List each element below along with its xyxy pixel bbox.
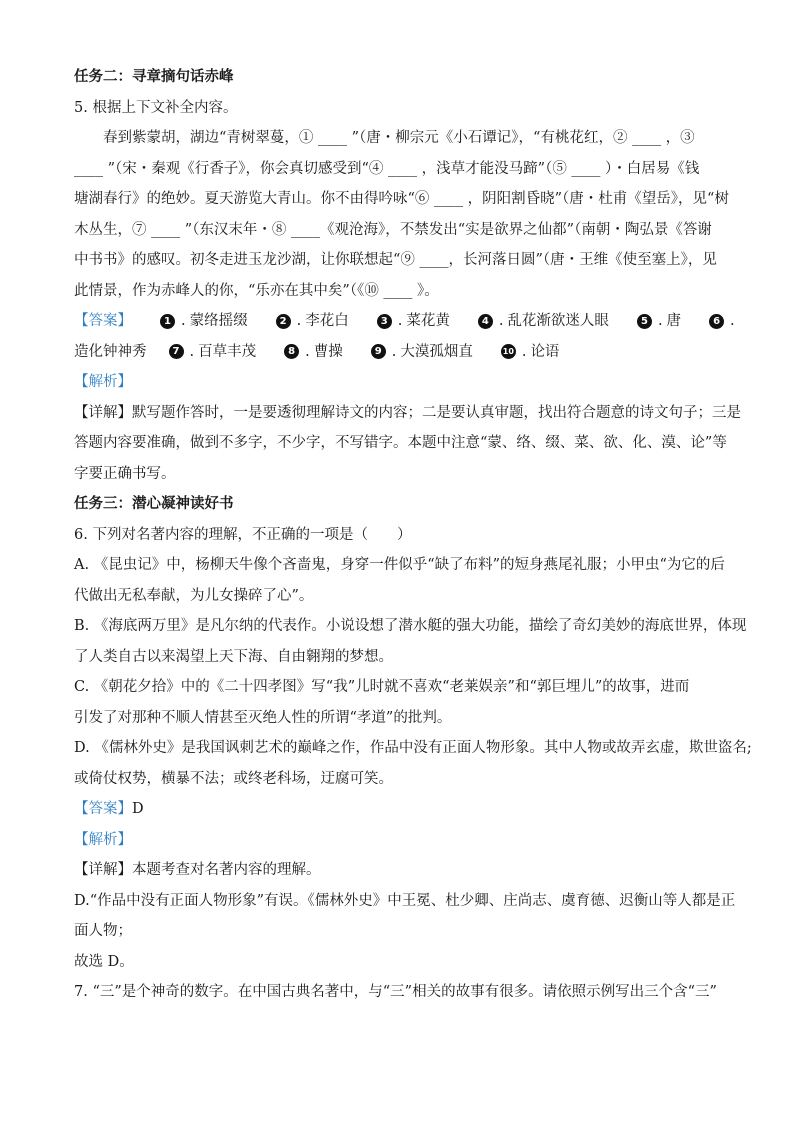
task2-heading: 任务二：寻章摘句话赤峰 <box>74 69 234 85</box>
q6-option-b-2: 了人类自古以来渴望上天下海、自由翱翔的梦想。 <box>74 648 393 665</box>
answer-item-1: 1 . 蒙络摇缀 <box>160 306 248 337</box>
answer-item-10: 10 . 论语 <box>502 343 560 360</box>
q6-stem: 6. 下列对名著内容的理解，不正确的一项是（ ） <box>74 526 412 543</box>
number-badge: 2 <box>276 314 291 329</box>
answer-item-5: 5 . 唐 <box>637 306 681 337</box>
answer-item-8: 8 . 曹操 <box>284 337 343 368</box>
number-badge: 8 <box>284 344 299 359</box>
number-badge: 9 <box>371 344 386 359</box>
answer-item-9: 9 . 大漠孤烟直 <box>371 337 473 368</box>
q7-stem: 7. “三”是个神奇的数字。在中国古典名著中，与“三”相关的故事有很多。请依照示例写出三个含“三” <box>74 984 717 1000</box>
answer-value: D <box>132 801 144 817</box>
q5-detail-1: 【详解】默写题作答时，一是要透彻理解诗文的内容；二是要认真审题，找出符合题意的诗文句子；三是 <box>74 404 741 421</box>
answer-tag: 【答案】 <box>74 313 132 329</box>
document-content <box>74 62 752 1008</box>
q6-option-c-1: C. 《朝花夕拾》中的《二十四孝图》写“我”儿时就不喜欢“老莱娱亲”和“郭巨埋儿”的故事，进而 <box>74 679 690 695</box>
q5-answer-row-2 <box>74 337 722 368</box>
q5-detail-2: 答题内容要准确，做到不多字，不少字，不写错字。本题中注意“蒙、络、缀、菜、欲、化、漠、论”等 <box>74 435 727 451</box>
q6-detail-1: 【详解】本题考查对名著内容的理解。 <box>74 862 321 878</box>
q6-detail-2: D.“作品中没有正面人物形象”有误。《儒林外史》中王冕、杜少卿、庄尚志、虞育德、迟衡山等人都是正 <box>74 892 736 909</box>
passage-line-2: ____ ”（宋・秦观《行香子》，你会真切感受到“④ ____ ，浅草才能没马蹄”（⑤ ____ ）・白居易《钱 <box>74 160 700 177</box>
number-badge: 6 <box>709 314 724 329</box>
q6-option-b-1: B. 《海底两万里》是凡尔纳的代表作。小说设想了潜水艇的强大功能，描绘了奇幻美妙的海底世界，体现 <box>74 618 747 634</box>
passage-line-1: 春到紫蒙胡，湖边“青树翠蔓，① ____ ”（唐・柳宗元《小石谭记》，“有桃花红，② ____ ，③ <box>103 130 695 146</box>
answer-tag: 【答案】 <box>74 801 132 817</box>
q6-option-a-2: 代做出无私奉献，为儿女操碎了心”。 <box>74 587 314 604</box>
number-badge: 5 <box>637 314 652 329</box>
q5-detail-3: 字要正确书写。 <box>74 465 176 482</box>
answer-item-4: 4 . 乱花渐欲迷人眼 <box>478 306 609 337</box>
passage-line-3: 塘湖春行》的绝妙。夏天游览大青山。你不由得吟咏“⑥ ____ ，阴阳割昏晓”（唐・杜甫《望岳》，见“树 <box>74 191 729 207</box>
answer-item-7: 7 . 百草丰茂 <box>169 337 257 368</box>
answer-item-2: 2 . 李花白 <box>276 306 349 337</box>
q6-answer <box>74 794 722 825</box>
task3-heading: 任务三：潜心凝神读好书 <box>74 496 234 512</box>
number-badge: 10 <box>501 344 516 359</box>
answer-item-6: 6 . <box>709 306 739 337</box>
passage-line-5: 中书书》的感叹。初冬走进玉龙沙湖，让你联想起“⑨ ____，长河落日圆”（唐・王维《使至塞上》，见 <box>74 252 717 268</box>
q5-analysis-tag: 【解析】 <box>74 374 132 390</box>
q6-analysis-tag: 【解析】 <box>74 831 132 848</box>
passage-line-4: 木丛生，⑦ ____ ”（东汉末年・⑧ ____《观沧海》，不禁发出“实是欲界之仙都”（南朝・陶弘景《答谢 <box>74 221 712 238</box>
number-badge: 3 <box>377 314 392 329</box>
passage-line-6: 此情景，作为赤峰人的你，“乐亦在其中矣”（《⑩ ____ 》。 <box>74 282 439 299</box>
q6-option-d-1: D. 《儒林外史》是我国讽刺艺术的巅峰之作，作品中没有正面人物形象。其中人物或故弄玄虚，欺世盗名; <box>74 740 752 756</box>
q6-option-a-1: A. 《昆虫记》中，杨柳天牛像个吝啬鬼，身穿一件似乎“缺了布料”的短身燕尾礼服；小甲虫“为它的后 <box>74 557 725 573</box>
answer-item-6-text: 造化钟神秀 <box>74 343 147 360</box>
q6-option-d-2: 或倚仗权势，横暴不法；或终老科场，迂腐可笑。 <box>74 770 393 787</box>
q6-detail-3: 面人物； <box>74 923 132 939</box>
q6-option-c-2: 引发了对那种不顺人情甚至灭绝人性的所谓“孝道”的批判。 <box>74 709 452 726</box>
q6-detail-4: 故选 D。 <box>74 953 134 970</box>
answer-item-3: 3 . 菜花黄 <box>377 306 450 337</box>
q5-stem: 5. 根据上下文补全内容。 <box>74 99 238 116</box>
number-badge: 7 <box>169 344 184 359</box>
q5-answer-row-1 <box>74 306 735 337</box>
number-badge: 1 <box>160 314 175 329</box>
number-badge: 4 <box>478 314 493 329</box>
